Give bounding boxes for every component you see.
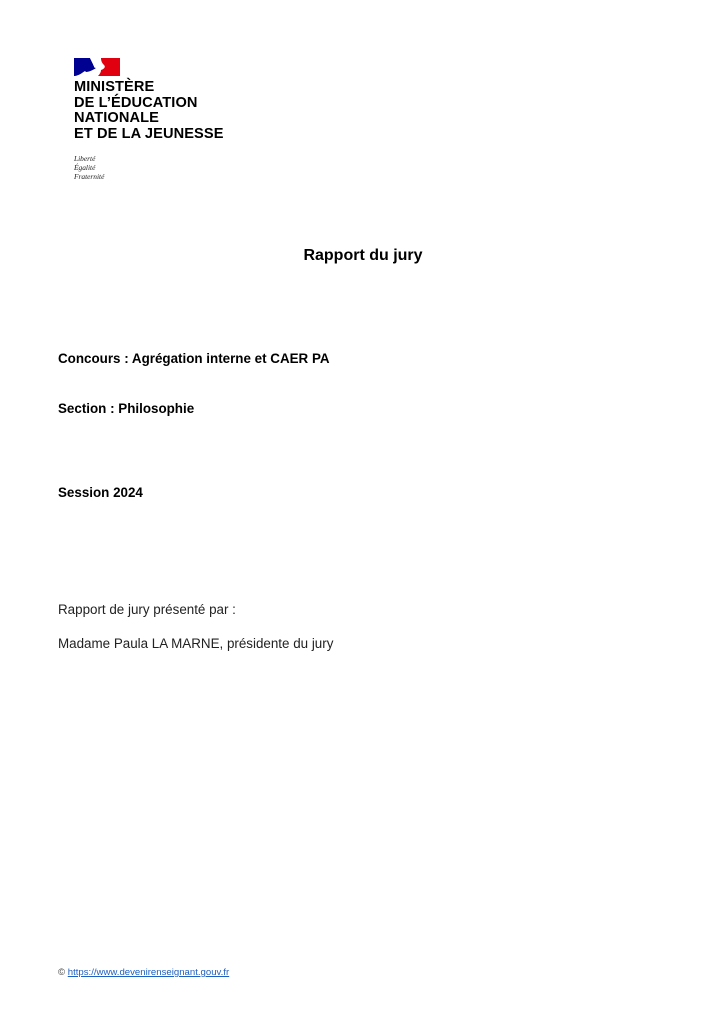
motto-fraternite: Fraternité xyxy=(74,172,105,181)
ministry-name-line: DE L’ÉDUCATION xyxy=(74,94,198,111)
report-title: Rapport du jury xyxy=(303,247,423,264)
copyright-symbol: © xyxy=(58,967,66,978)
report-title-container xyxy=(0,246,724,266)
ministry-name-line: MINISTÈRE xyxy=(74,79,155,95)
footer xyxy=(58,967,229,979)
session-label: Session 2024 xyxy=(58,485,143,500)
ministry-name-line: ET DE LA JEUNESSE xyxy=(74,125,224,142)
ministry-name xyxy=(74,80,274,142)
republic-motto xyxy=(74,154,104,181)
footer-website-link[interactable]: https://www.devenirenseignant.gouv.fr xyxy=(67,967,230,978)
motto-egalite: Égalité xyxy=(74,163,96,172)
concours-label: Concours : Agrégation interne et CAER PA xyxy=(58,351,330,366)
motto-liberte: Liberté xyxy=(74,154,96,163)
presented-by-text: Rapport de jury présenté par : xyxy=(58,602,236,617)
section-label: Section : Philosophie xyxy=(58,401,195,416)
ministry-name-line: NATIONALE xyxy=(74,110,159,126)
marianne-flag-icon xyxy=(74,58,120,76)
president-name: Madame Paula LA MARNE, présidente du jury xyxy=(58,636,334,651)
